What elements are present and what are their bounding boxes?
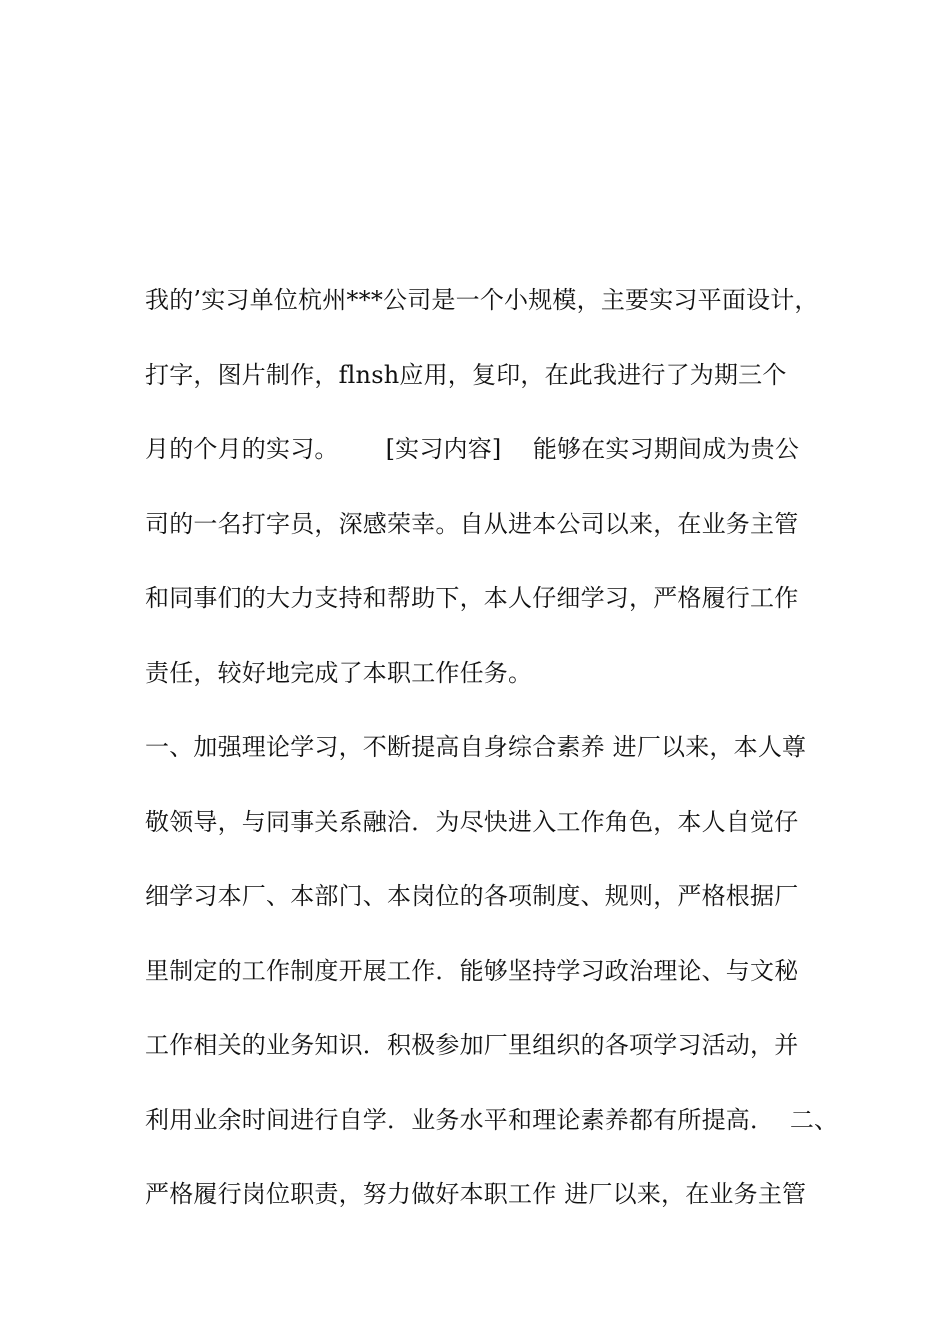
body-text: [145, 276, 839, 1245]
text-line: 敬领导，与同事关系融洽．为尽快进入工作角色，本人自觉仔: [145, 807, 799, 836]
text-line: 工作相关的业务知识．积极参加厂里组织的各项学习活动，并: [145, 1031, 799, 1059]
text-line: 细学习本厂、本部门、本岗位的各项制度、规则，严格根据厂: [145, 882, 799, 910]
text-line: 里制定的工作制度开展工作．能够坚持学习政治理论、与文秘: [145, 956, 799, 985]
text-line: 利用业余时间进行自学．业务水平和理论素养都有所提高． 二、: [145, 1105, 839, 1134]
text-line: 司的一名打字员，深感荣幸。自从进本公司以来，在业务主管: [145, 509, 799, 538]
text-line: 月的个月的实习。 [实习内容] 能够在实习期间成为贵公: [145, 435, 800, 463]
text-line: 和同事们的大力支持和帮助下，本人仔细学习，严格履行工作: [145, 584, 799, 612]
text-line: 一、加强理论学习，不断提高自身综合素养 进厂以来，本人尊: [145, 733, 807, 761]
text-line: 严格履行岗位职责，努力做好本职工作 进厂以来，在业务主管: [145, 1180, 807, 1208]
text-line: 责任，较好地完成了本职工作任务。: [145, 658, 533, 687]
text-line: 我的’实习单位杭州***公司是一个小规模，主要实习平面设计，: [145, 286, 819, 314]
text-line: 打字，图片制作，flnsh应用，复印，在此我进行了为期三个: [145, 360, 787, 389]
